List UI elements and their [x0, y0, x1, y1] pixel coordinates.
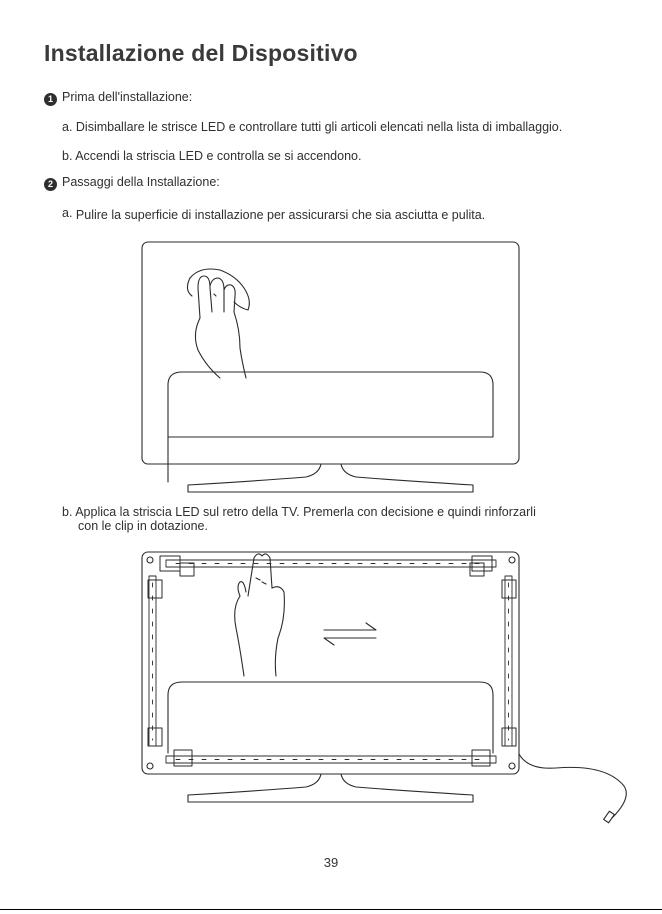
hand-with-cloth-icon: [187, 269, 249, 378]
tv-led-strip-illustration: [136, 548, 636, 828]
swap-arrows-icon: [324, 623, 376, 645]
section-2-heading: [44, 175, 220, 191]
number-badge-1: 1: [44, 93, 57, 106]
section-1-item-b: b. Accendi la striscia LED e controlla se si accendono.: [62, 149, 362, 163]
page-number: 39: [323, 855, 339, 870]
footer-rule: [0, 909, 662, 910]
section-1-heading: [44, 90, 192, 106]
tv-cleaning-illustration: [136, 238, 526, 496]
number-badge-2: 2: [44, 178, 57, 191]
section-2-step-a: [62, 206, 485, 222]
led-strip: [149, 560, 512, 763]
section-2-step-b-line-1: b. Applica la striscia LED sul retro della TV. Premerla con decisione e quindi rinforzarli: [62, 505, 536, 519]
usb-plug-icon: [604, 811, 615, 823]
mounting-clips: [148, 556, 516, 766]
section-2-heading-text: Passaggi della Installazione:: [62, 175, 220, 189]
tv-back-panel: [168, 682, 493, 753]
section-2-step-b-line-2: con le clip in dotazione.: [78, 519, 208, 533]
tv-screen-outline: [142, 242, 519, 464]
tv-stand: [188, 464, 473, 492]
power-cable: [519, 754, 626, 818]
tv-back-outline: [142, 552, 519, 774]
hand-pressing-icon: [235, 554, 285, 676]
section-1-item-a: a. Disimballare le strisce LED e controllare tutti gli articoli elencati nella lista di imballaggio.: [62, 120, 563, 134]
step-a-marker: a.: [62, 206, 73, 220]
step-a-text: Pulire la superficie di installazione per assicurarsi che sia asciutta e pulita.: [75, 208, 486, 222]
tv-stand: [188, 774, 473, 802]
tv-back-panel: [168, 372, 493, 482]
page-title: Installazione del Dispositivo: [44, 40, 358, 66]
section-1-heading-text: Prima dell'installazione:: [62, 90, 193, 104]
